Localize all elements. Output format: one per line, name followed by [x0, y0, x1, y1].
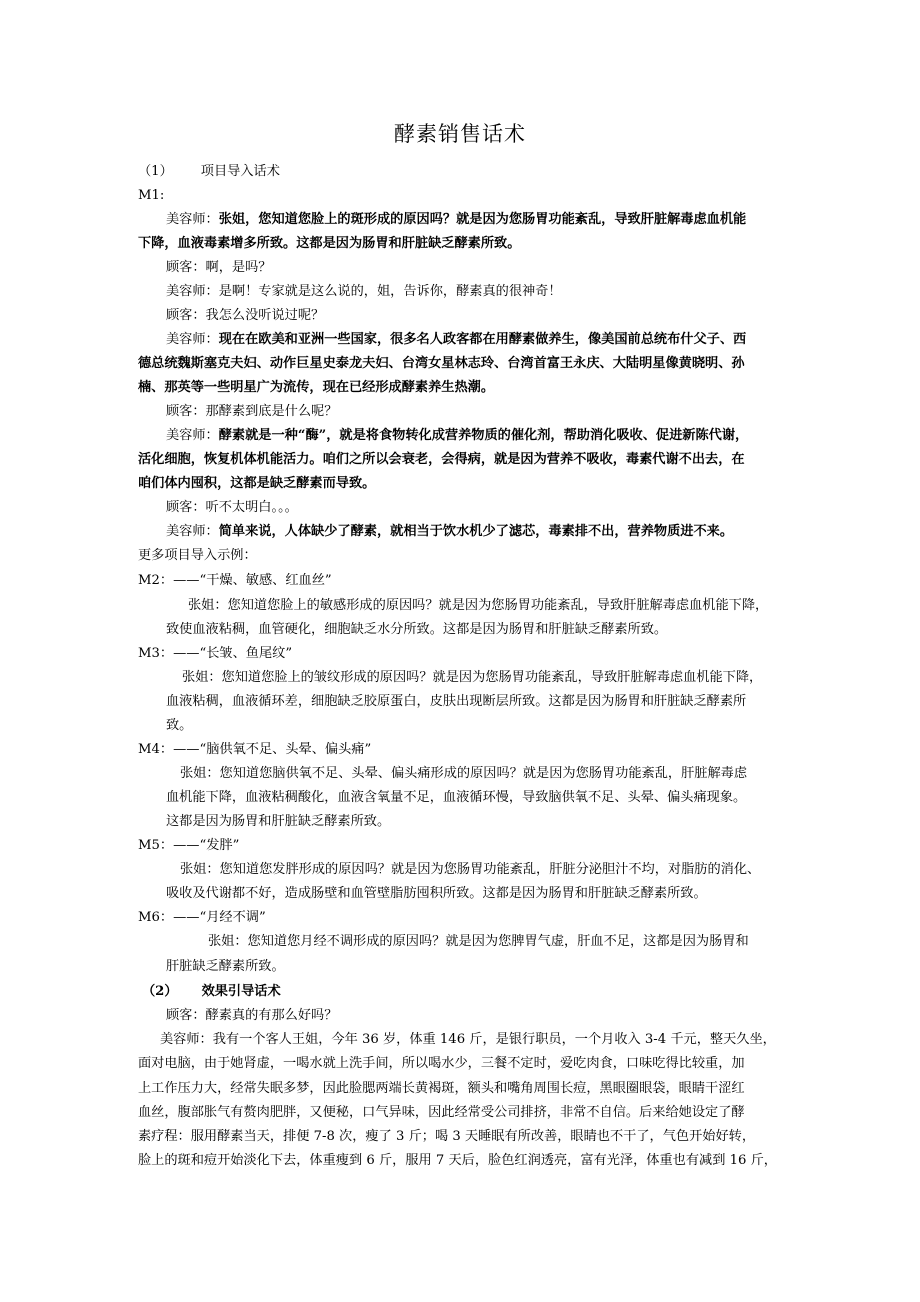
- section-1-number: （1）: [138, 164, 173, 179]
- dialogue-line-7a: [166, 424, 748, 448]
- beautician-speech: 现在在欧美和亚洲一些国家，很多名人政客都在用酵素做养生，像美国前总统布什父子、西: [218, 332, 747, 347]
- dialogue-line-1b: 下降，血液毒素增多所致。这都是因为肠胃和肝脏缺乏酵素所致。: [138, 236, 521, 251]
- dialogue-line-2: 顾客：啊，是吗？: [166, 260, 272, 275]
- m2-label: M2：——“干燥、敏感、红血丝”: [138, 573, 332, 588]
- speaker-beautician: 美容师：: [166, 524, 219, 539]
- speaker-beautician: 美容师：: [166, 428, 219, 443]
- m5-label: M5：——“发胖”: [138, 838, 240, 853]
- beautician-speech: 简单来说，人体缺少了酵素，就相当于饮水机少了滤芯，毒素排不出，营养物质进不来。: [218, 524, 734, 539]
- page-title: 酵素销售话术: [394, 122, 526, 146]
- effect-line-3: 上工作压力大，经常失眠多梦，因此脸腮两端长黄褐斑，额头和嘴角周围长痘，黑眼圈眼袋，眼睛干涩红: [138, 1081, 745, 1096]
- m4-line-3: 这都是因为肠胃和肝脏缺乏酵素所致。: [166, 814, 391, 829]
- effect-line-1: 美容师：我有一个客人王姐，今年 36 岁，体重 146 斤，是银行职员，一个月收入 3-4 千元，整天久坐，: [160, 1032, 776, 1047]
- m4-line-1: 张姐：您知道您脑供氧不足、头晕、偏头痛形成的原因吗？就是因为您肠胃功能紊乱，肝脏解毒虑: [180, 766, 748, 781]
- m3-line-3: 致。: [166, 718, 193, 733]
- section-1-heading: [138, 160, 280, 184]
- m3-line-1: 张姐：您知道您脸上的皱纹形成的原因吗？就是因为您肠胃功能紊乱，导致肝脏解毒虑血机能下降，: [182, 670, 763, 685]
- m5-line-1: 张姐：您知道您发胖形成的原因吗？就是因为您肠胃功能紊乱，肝脏分泌胆汁不均，对脂肪的消化、: [180, 862, 761, 877]
- dialogue-line-1a: [166, 208, 746, 232]
- m6-label: M6：——“月经不调”: [138, 910, 266, 925]
- dialogue-line-5b: 德总统魏斯塞克夫妇、动作巨星史泰龙夫妇、台湾女星林志玲、台湾首富王永庆、大陆明星像黄晓明、孙: [138, 356, 745, 371]
- m6-line-1: 张姐：您知道您月经不调形成的原因吗？就是因为您脾胃气虚，肝血不足，这都是因为肠胃和: [208, 934, 749, 949]
- m5-line-2: 吸收及代谢都不好，造成肠壁和血管壁脂肪囤积所致。这都是因为肠胃和肝脏缺乏酵素所致。: [166, 886, 707, 901]
- dialogue-line-7c: 咱们体内囤积，这都是缺乏酵素而导致。: [138, 476, 376, 491]
- speaker-beautician: 美容师：: [166, 212, 219, 227]
- effect-line-6: 脸上的斑和痘开始淡化下去，体重瘦到 6 斤，服用 7 天后，脸色红润透亮，富有光泽，体重也有减到 16 斤，: [138, 1153, 777, 1168]
- m3-label: M3：——“长皱、鱼尾纹”: [138, 646, 293, 661]
- effect-line-2: 面对电脑，由于她肾虚，一喝水就上洗手间，所以喝水少，三餐不定时，爱吃肉食，口味吃得比较重，加: [138, 1056, 745, 1071]
- m2-line-2: 致使血液粘稠，血管硬化，细胞缺乏水分所致。这都是因为肠胃和肝脏缺乏酵素所致。: [166, 622, 668, 637]
- dialogue-line-9: [166, 520, 733, 544]
- beautician-speech: 酵素就是一种“酶”，就是将食物转化成营养物质的催化剂，帮助消化吸收、促进新陈代谢，: [218, 428, 749, 443]
- section-1-label: 项目导入话术: [200, 164, 280, 179]
- m3-line-2: 血液粘稠，血液循环差，细胞缺乏胶原蛋白，皮肤出现断层所致。这都是因为肠胃和肝脏缺乏酵素所: [166, 694, 747, 709]
- effect-question: 顾客：酵素真的有那么好吗？: [166, 1008, 338, 1023]
- effect-line-5: 素疗程：服用酵素当天，排便 7-8 次，瘦了 3 斤；喝 3 天睡眠有所改善，眼睛也不干了，气色开始好转，: [138, 1129, 756, 1144]
- dialogue-line-6: 顾客：那酵素到底是什么呢？: [166, 404, 338, 419]
- dialogue-line-7b: 活化细胞，恢复机体机能活力。咱们之所以会衰老，会得病，就是因为营养不吸收，毒素代谢不出去，在: [138, 452, 745, 467]
- effect-line-4: 血丝，腹部胀气有赘肉肥胖，又便秘，口气异味，因此经常受公司排挤，非常不自信。后来给她设定了酵: [138, 1105, 745, 1120]
- dialogue-line-3: 美容师：是啊！专家就是这么说的，姐，告诉你，酵素真的很神奇！: [166, 284, 562, 299]
- m1-label: M1:: [138, 188, 165, 203]
- dialogue-line-8: 顾客：听不太明白。。。: [166, 500, 298, 515]
- section-2-number: （2）: [142, 984, 178, 999]
- dialogue-line-5c: 楠、那英等一些明星广为流传，现在已经形成酵素养生热潮。: [138, 380, 495, 395]
- m2-line-1: 张姐：您知道您脸上的敏感形成的原因吗？就是因为您肠胃功能紊乱，导致肝脏解毒虑血机能下降，: [188, 598, 769, 613]
- speaker-beautician: 美容师：: [166, 332, 219, 347]
- dialogue-line-5a: [166, 328, 746, 352]
- m4-line-2: 血机能下降，血液粘稠酸化，血液含氧量不足，血液循环慢，导致脑供氧不足、头晕、偏头痛现象。: [166, 790, 747, 805]
- more-examples-heading: 更多项目导入示例：: [138, 548, 257, 563]
- section-2-label: 效果引导话术: [201, 984, 281, 999]
- dialogue-line-4: 顾客：我怎么没听说过呢？: [166, 308, 325, 323]
- m6-line-2: 肝脏缺乏酵素所致。: [166, 959, 285, 974]
- section-2-heading: [142, 980, 281, 1004]
- beautician-speech: 张姐，您知道您脸上的斑形成的原因吗？就是因为您肠胃功能紊乱，导致肝脏解毒虑血机能: [218, 212, 747, 227]
- m4-label: M4：——“脑供氧不足、头晕、偏头痛”: [138, 742, 372, 757]
